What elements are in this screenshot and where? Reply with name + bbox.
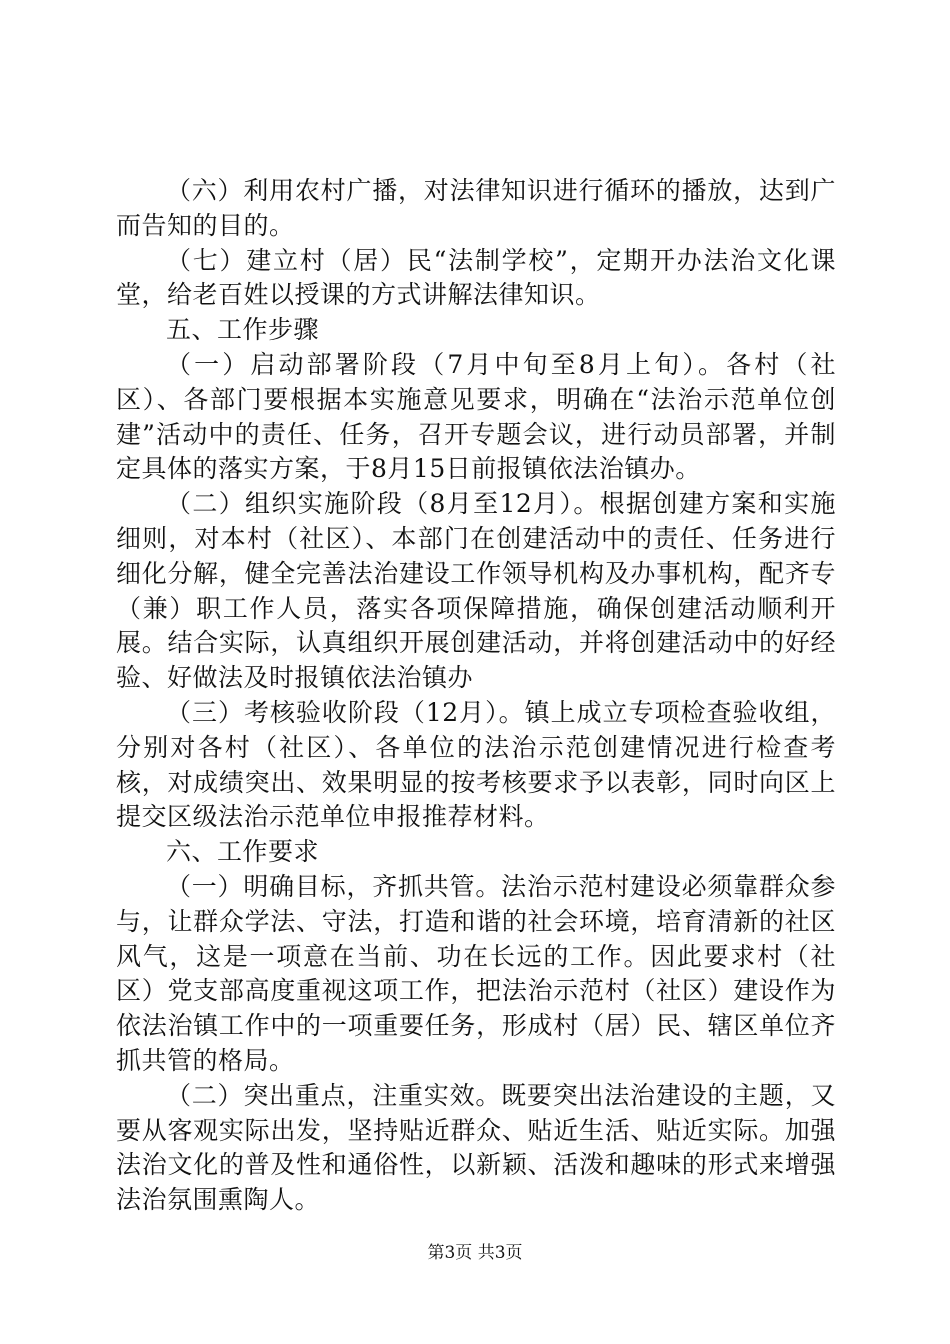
paragraph-requirement-1-goals: （一）明确目标，齐抓共管。法治示范村建设必须靠群众参与，让群众学法、守法，打造和谐的社会环境，培育清新的社区风气，这是一项意在当前、功在长远的工作。因此要求村（社区）党支部高度重视这项工作，把法治示范村（社区）建设作为依法治镇工作中的一项重要任务，形成村（居）民、辖区单位齐抓共管的格局。 [116, 871, 836, 1075]
page-footer [0, 1242, 950, 1264]
section-heading-work-requirements: 六、工作要求 [166, 837, 320, 867]
document-body [116, 174, 836, 1218]
page-number-label: 第3页 共3页 [427, 1243, 523, 1263]
paragraph-item-6-broadcast: （六）利用农村广播，对法律知识进行循环的播放，达到广而告知的目的。 [116, 176, 836, 240]
paragraph-step-3-assessment: （三）考核验收阶段（12月）。镇上成立专项检查验收组，分别对各村（社区）、各单位的法治示范创建情况进行检查考核，对成绩突出、效果明显的按考核要求予以表彰，同时向区上提交区级法治示范单位申报推荐材料。 [116, 697, 836, 832]
section-heading-work-steps: 五、工作步骤 [166, 315, 320, 345]
paragraph-item-7-law-school: （七）建立村（居）民“法制学校”，定期开办法治文化课堂，给老百姓以授课的方式讲解法律知识。 [116, 245, 836, 310]
paragraph-step-2-implementation: （二）组织实施阶段（8月至12月）。根据创建方案和实施细则，对本村（社区）、本部门在创建活动中的责任、任务进行细化分解，健全完善法治建设工作领导机构及办事机构，配齐专（兼）职工作人员，落实各项保障措施，确保创建活动顺利开展。结合实际，认真组织开展创建活动，并将创建活动中的好经验、好做法及时报镇依法治镇办 [116, 489, 836, 693]
paragraph-requirement-2-focus: （二）突出重点，注重实效。既要突出法治建设的主题，又要从客观实际出发，坚持贴近群众、贴近生活、贴近实际。加强法治文化的普及性和通俗性，以新颖、活泼和趣味的形式来增强法治氛围熏陶人。 [116, 1080, 836, 1215]
paragraph-step-1-launch: （一）启动部署阶段（7月中旬至8月上旬）。各村（社区）、各部门要根据本实施意见要求，明确在“法治示范单位创建”活动中的责任、任务，召开专题会议，进行动员部署，并制定具体的落实方案，于8月15日前报镇依法治镇办。 [116, 349, 836, 484]
